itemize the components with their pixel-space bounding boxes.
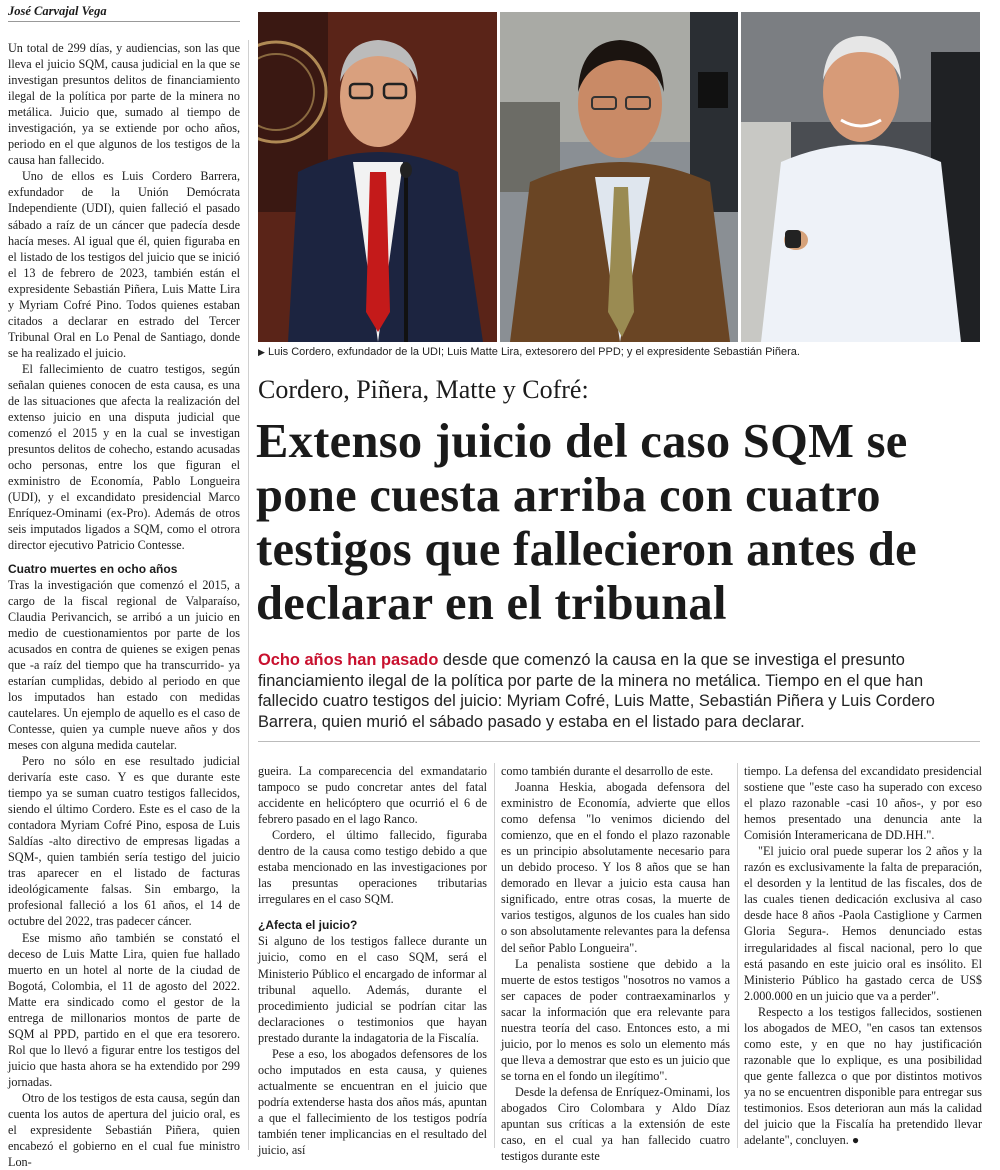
caption-text: Luis Cordero, exfundador de la UDI; Luis Matte Lira, extesorero del PPD; y el expresidente Sebastián Piñera. xyxy=(267,346,800,358)
column-divider xyxy=(737,763,738,1148)
body-paragraph: Pese a eso, los abogados defensores de los ocho imputados en esta causa, y quienes actualmente se encuentran en el juicio que podría extenderse hasta dos años más, apuntan a que el fallecimiento de los testigos podría también tener implicancias en el resultado del juicio, así xyxy=(258,1046,487,1158)
lead-paragraph xyxy=(258,650,980,732)
body-paragraph: "El juicio oral puede superar los 2 años y la razón es exclusivamente la falta de preparación, el desorden y la lentitud de las fiscales, dos de las cuales tienen dedicación exclusiva al caso desde hace 8 años -Paola Castiglione y Carmen Gloria Segura-. Hemos denunciado estas irregularidades al fiscal nacional, pero lo que está pasando en este juicio oral es insólito. El Ministerio Público ha gastado cerca de US$ 2.000.000 en un juicio que va a perder". xyxy=(744,844,982,1003)
left-paragraph: Pero no sólo en ese resultado judicial derivaría este caso. Y es que durante este tiempo ya se suman cuatro testigos fallecidos, siendo el último Cordero. Este es el caso de la contadora Myriam Cofré Pino, esposa de Luis Saldías -alto directivo de empresas ligadas a SQM-, quien también sería testigo del juicio tras aparecer en el listado de facturas ideológicamente falsas. Sin embargo, la profesional falleció a los 61 años, el 14 de octubre del 2022, tras padecer cáncer. xyxy=(8,754,240,929)
body-column-3 xyxy=(744,763,982,1148)
photo-sebastian-pinera xyxy=(741,12,980,342)
subhead-afecta-juicio: ¿Afecta el juicio? xyxy=(258,918,358,933)
photo-strip xyxy=(258,12,980,342)
body-paragraph: La penalista sostiene que debido a la muerte de estos testigos "nosotros no vamos a ser capaces de poder contraexaminarlos y sacar la información que era relevante para nuestra teoría del caso. Entonces esto, a mi juicio, por lo menos es solo un elemento más que lleva a demostrar que esto es un juicio que se torna en el fondo un ilegítimo". xyxy=(501,956,730,1083)
body-paragraph: gueira. La comparecencia del exmandatario tampoco se pudo concretar antes del fatal accidente en helicóptero que ocurrió el 6 de febrero pasado en el lago Ranco. xyxy=(258,764,487,827)
left-paragraph: Tras la investigación que comenzó el 2015, a cargo de la fiscal regional de Valparaíso, Claudia Perivancich, se arribó a un juicio en medio de cuestionamientos por parte de los acusados en contra de quienes se exigen penas que -a raíz del tiempo que ha transcurrido- ya estarían cumplidas, debido al periodo en que los imputados han estado con medidas cautelares. Un ejemplo de aquello es el caso de Contesse, quien ya cumple nueve años y dos meses con alguna medida cautelar. xyxy=(8,577,240,752)
byline: José Carvajal Vega xyxy=(8,4,240,22)
end-mark-icon: ● xyxy=(851,1133,860,1148)
left-paragraph: El fallecimiento de cuatro testigos, según señalan quienes conocen de esta causa, es una de las situaciones que afecta la realización del extenso juicio en una disputa judicial que comenzó el 2015 y en la cual se investigan presuntos delitos de cohecho, estando acusadas ocho personas, entre los que figuran el exministro de Economía, Pablo Longueira (UDI), y el excandidato presidencial Marco Enríquez-Ominami (ex-Pro). Además de otros seis imputados ligados a SQM, como el otrora director ejecutivo Patricio Contesse. xyxy=(8,361,240,553)
body-paragraph: como también durante el desarrollo de este. xyxy=(501,764,714,778)
body-paragraph: Si alguno de los testigos fallece durante un juicio, como en el caso SQM, será el Ministerio Público el encargado de informar al tribunal aquello. Además, durante el procedimiento judicial se podrían citar las declaraciones o testimonios que hayan prestado durante la indagatoria de la Fiscalía. xyxy=(258,934,487,1045)
divider xyxy=(258,741,980,742)
body-paragraph: Desde la defensa de Enríquez-Ominami, los abogados Ciro Colombara y Aldo Díaz apuntan sus críticas a la extensión de este caso, en el cual ya han fallecido cuatro testigos durante este xyxy=(501,1084,730,1164)
subhead-cuatro-muertes: Cuatro muertes en ocho años xyxy=(8,561,178,576)
body-paragraph: Cordero, el último fallecido, figuraba dentro de la causa como testigo debido a que estaba mencionado en las investigaciones por las presuntas operaciones tributarias irregulares en el caso SQM. xyxy=(258,828,487,907)
body-paragraph: tiempo. La defensa del excandidato presidencial sostiene que "este caso ha superado con exceso el plazo razonable -casi 10 años-, y por eso hemos presentado una denuncia ante la Comisión Interamericana de DD.HH.". xyxy=(744,764,982,843)
lead-text: desde que comenzó la causa en la que se investiga el presunto financiamiento ilegal de la política por parte de la minera no metálica. Tiempo en el que han fallecido cuatro testigos del juicio: Myriam Cofré, Luis Matte, Sebastián Piñera y Luis Cordero Barrera, quien murió el sábado pasado y estaba en el listado para declarar. xyxy=(258,651,935,731)
photo-luis-matte xyxy=(500,12,738,342)
body-paragraph xyxy=(744,1004,982,1148)
body-paragraph-text: Respecto a los testigos fallecidos, sostienen los abogados de MEO, "en casos tan extensos como este, y en que no hay justificación razonable que lo explique, es una posibilidad que gente fallezca o que por distintos motivos ya no se encuentren disponible para entregar sus testimonios. Esos deterioran aun más la calidad del juicio que la Fiscalía ha pretendido llevar adelante", concluyen. xyxy=(744,1004,982,1148)
caption-marker-icon: ▶ xyxy=(258,347,265,357)
photo-luis-cordero xyxy=(258,12,497,342)
body-paragraph: Joanna Heskia, abogada defensora del exministro de Economía, advierte que ellos como defensa "lo venimos diciendo del comienzo, que en el fondo el plazo razonable es un principio absolutamente necesario para un debido proceso. Y los 8 años que se han demorado en llevar a juicio esta causa han significado, entre otras cosas, la muerte de varios testigos, algunos de los cuales han sido o son absolutamente relevantes para la defensa del señor Pablo Longueira". xyxy=(501,780,730,955)
left-column xyxy=(8,40,240,1170)
body-column-1 xyxy=(258,763,487,1158)
headline: Extenso juicio del caso SQM se pone cuesta arriba con cuatro testigos que fallecieron antes de declarar en el tribunal xyxy=(256,415,917,630)
kicker: Cordero, Piñera, Matte y Cofré: xyxy=(258,375,589,404)
column-divider xyxy=(248,40,249,1150)
column-divider xyxy=(494,763,495,1148)
lead-highlight: Ocho años han pasado xyxy=(258,651,439,669)
left-paragraph: Uno de ellos es Luis Cordero Barrera, exfundador de la Unión Demócrata Independiente (UDI), quien falleció el pasado sábado a raíz de un cáncer que padecía desde hacía meses. Al igual que él, quien figuraba en el listado de los testigos del juicio que se inició el 13 de febrero de 2023, también están el expresidente Sebastián Piñera, Luis Matte Lira y Myriam Cofré Pino. Todos quienes estaban citados a declarar en estrado del Tercer Tribunal Oral en Lo Penal de Santiago, donde se ha realizado el juicio. xyxy=(8,169,240,360)
left-paragraph: Otro de los testigos de esta causa, según dan cuenta los autos de apertura del juicio oral, es el expresidente Sebastián Piñera, quien encabezó el gobierno en el cual fue ministro Lon- xyxy=(8,1091,240,1170)
body-column-2 xyxy=(501,763,730,1164)
photo-caption xyxy=(258,346,980,358)
left-paragraph: Ese mismo año también se constató el deceso de Luis Matte Lira, quien fue hallado muerto en un hotel al norte de la ciudad de Bogotá, Colombia, el 11 de agosto del 2022. Matte era sindicado como el gestor de la entrega de millonarios montos de parte de SQM al PPD, partido en el que era tesorero. Rol que lo llevó a figurar entre los testigos del juicio que hasta ahora se ha extendido por 299 jornadas. xyxy=(8,930,240,1089)
left-paragraph: Un total de 299 días, y audiencias, son las que lleva el juicio SQM, causa judicial en la que se investigan presuntos delitos de financiamiento ilegal de la política por parte de la minera no metálica. Juicio que, sumado al tiempo de investigación, ya se extiende por ocho años, periodo en el que algunos de los testigos de la causa han fallecido. xyxy=(8,41,240,168)
